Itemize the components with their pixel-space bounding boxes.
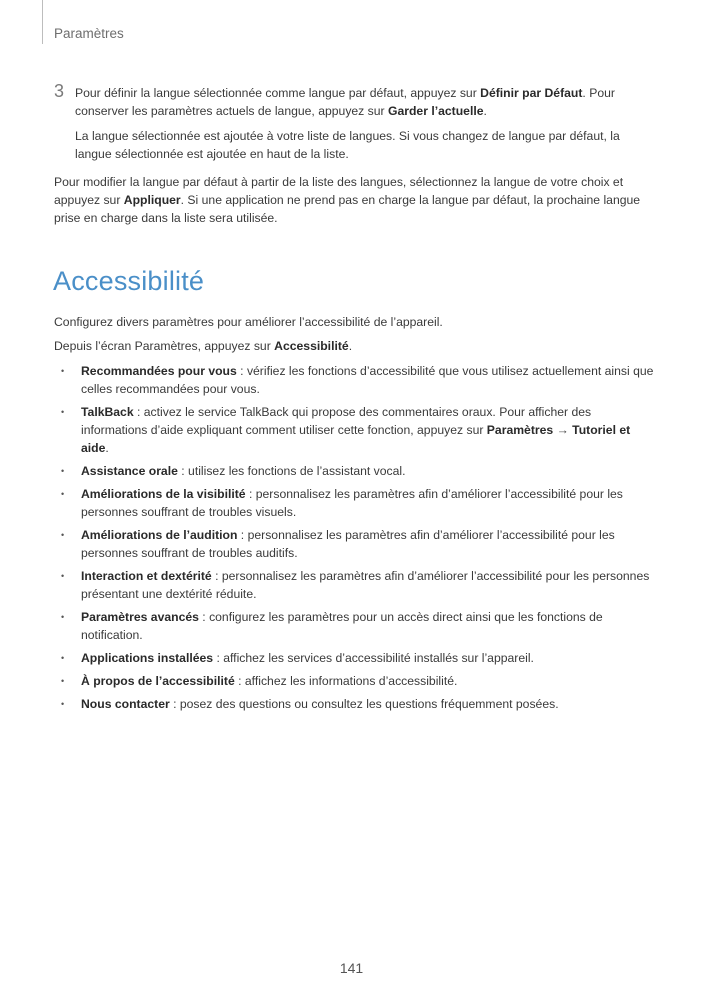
section-intro: Configurez divers paramètres pour améliorer l’accessibilité de l’appareil. <box>54 315 443 329</box>
bullet-icon: • <box>61 407 65 417</box>
list-item <box>54 567 654 603</box>
list-item <box>54 462 654 480</box>
step-number: 3 <box>54 81 65 101</box>
step-explanation: La langue sélectionnée est ajoutée à votre liste de langues. Si vous changez de langue par défaut, la langue sélectionnée est ajoutée en haut de la liste. <box>75 129 620 161</box>
bullet-icon: • <box>61 489 65 499</box>
item-term: Recommandées pour vous <box>81 364 237 378</box>
section-instruction <box>54 337 352 355</box>
list-item <box>54 526 654 562</box>
item-description: : personnalisez les paramètres afin d’améliorer l’accessibilité pour les personnes souffrant de troubles auditifs. <box>81 528 615 560</box>
step-3 <box>54 81 654 170</box>
arrow-icon: → <box>553 423 573 437</box>
note-text: . Si une application ne prend pas en charge la langue par défaut, la prochaine langue prise en charge dans la liste sera utilisée. <box>54 193 641 226</box>
accessibility-term: Accessibilité <box>274 339 349 353</box>
item-description: : posez des questions ou consultez les questions fréquemment posées. <box>169 697 559 711</box>
item-description: : personnalisez les paramètres afin d’améliorer l’accessibilité pour les personnes présentant une dextérité réduite. <box>81 569 650 601</box>
item-term: Améliorations de la visibilité <box>81 487 246 501</box>
step-instruction <box>75 84 654 120</box>
bullet-icon: • <box>61 571 65 581</box>
list-item <box>54 672 654 690</box>
default-language-note <box>54 173 654 228</box>
section-title: Accessibilité <box>53 266 205 296</box>
item-term: Améliorations de l’audition <box>81 528 238 542</box>
item-description: : vérifiez les fonctions d’accessibilité que vous utilisez actuellement ainsi que celles recommandées pour vous. <box>81 364 654 396</box>
list-item <box>54 649 654 667</box>
bullet-icon: • <box>61 676 65 686</box>
step-text: Pour définir la langue sélectionnée comme langue par défaut, appuyez sur <box>75 86 481 100</box>
item-description: : configurez les paramètres pour un accès direct ainsi que les fonctions de notification. <box>81 610 603 642</box>
page-header-title: Paramètres <box>54 26 124 41</box>
step-text: . <box>483 104 487 118</box>
item-description: : personnalisez les paramètres afin d’améliorer l’accessibilité pour les personnes souffrant de troubles visuels. <box>81 487 623 519</box>
bullet-icon: • <box>61 612 65 622</box>
bullet-icon: • <box>61 466 65 476</box>
step-body <box>75 84 654 163</box>
bullet-icon: • <box>61 653 65 663</box>
item-term: Assistance orale <box>81 464 178 478</box>
item-term: Interaction et dextérité <box>81 569 212 583</box>
intro-text: Depuis l’écran Paramètres, appuyez sur <box>54 339 275 353</box>
accessibility-options-list <box>54 362 654 718</box>
list-item <box>54 485 654 521</box>
item-term: Tutoriel et aide <box>81 423 631 455</box>
page-number: 141 <box>339 960 364 976</box>
item-term: Nous contacter <box>81 697 170 711</box>
item-description: : affichez les services d’accessibilité installés sur l’appareil. <box>213 651 534 665</box>
header-divider <box>42 0 43 44</box>
bullet-icon: • <box>61 366 65 376</box>
keep-current-term: Garder l’actuelle <box>387 104 484 118</box>
step-text: . Pour conserver les paramètres actuels de langue, appuyez sur <box>75 86 615 118</box>
set-default-term: Définir par Défaut <box>480 86 583 100</box>
intro-text: . <box>348 339 353 353</box>
bullet-icon: • <box>61 530 65 540</box>
item-term: Applications installées <box>81 651 214 665</box>
bullet-icon: • <box>61 699 65 709</box>
item-term: À propos de l’accessibilité <box>81 674 235 688</box>
list-item <box>54 362 654 398</box>
item-term: Paramètres <box>486 423 554 437</box>
apply-term: Appliquer <box>123 193 181 208</box>
item-description: : utilisez les fonctions de l’assistant vocal. <box>177 464 406 478</box>
list-item <box>54 403 654 457</box>
list-item <box>54 608 654 644</box>
item-term: Paramètres avancés <box>81 610 199 624</box>
note-text: Pour modifier la langue par défaut à partir de la liste des langues, sélectionnez la langue de votre choix et appuyez sur <box>54 175 624 208</box>
list-item <box>54 695 654 713</box>
item-description: : activez le service TalkBack qui propose des commentaires oraux. Pour afficher des informations d’aide expliquant comment utiliser cette fonction, appuyez sur <box>81 405 592 437</box>
item-description: : affichez les informations d’accessibilité. <box>234 674 458 688</box>
item-term: TalkBack <box>81 405 134 419</box>
item-description: . <box>105 441 109 455</box>
